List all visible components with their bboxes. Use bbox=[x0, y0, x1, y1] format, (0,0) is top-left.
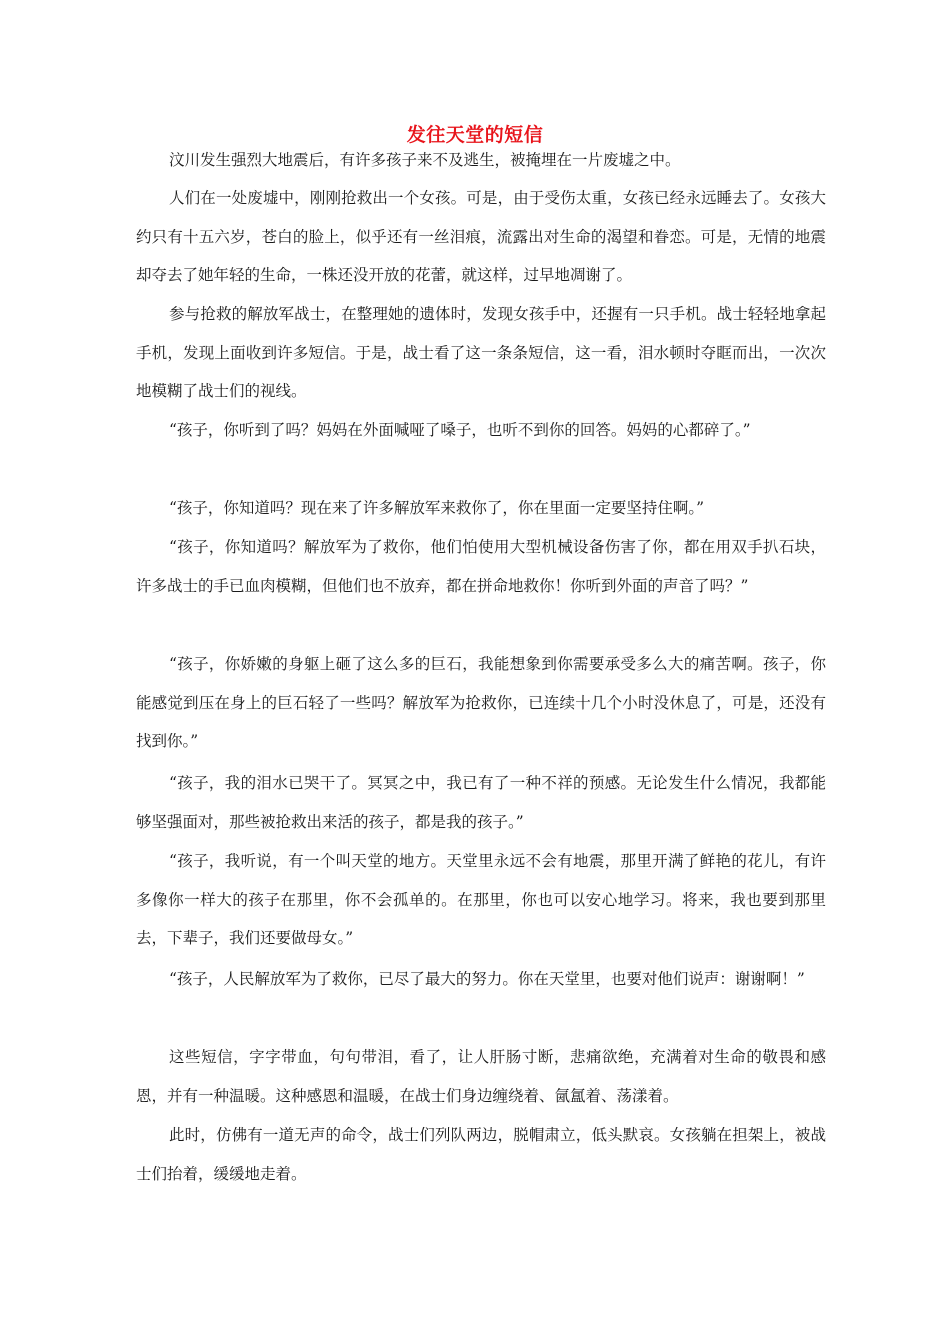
paragraph-9: “孩子，我听说，有一个叫天堂的地方。天堂里永远不会有地震，那里开满了鲜艳的花儿，有许多像你一样大的孩子在那里，你不会孤单的。在那里，你也可以安心地学习。将来，我也要到那里去，下辈子，我们还要做母女。” bbox=[136, 852, 826, 947]
paragraph-1: 汶川发生强烈大地震后，有许多孩子来不及逃生，被掩埋在一片废墟之中。 bbox=[169, 151, 681, 169]
paragraph-5: “孩子，你知道吗？现在来了许多解放军来救你了，你在里面一定要坚持住啊。” bbox=[169, 499, 705, 517]
paragraph-2: 人们在一处废墟中，刚刚抢救出一个女孩。可是，由于受伤太重，女孩已经永远睡去了。女孩大约只有十五六岁，苍白的脸上，似乎还有一丝泪痕，流露出对生命的渴望和眷恋。可是，无情的地震却夺去了她年轻的生命，一株还没开放的花蕾，就这样，过早地凋谢了。 bbox=[136, 189, 826, 284]
paragraph-3: 参与抢救的解放军战士，在整理她的遗体时，发现女孩手中，还握有一只手机。战士轻轻地拿起手机，发现上面收到许多短信。于是，战士看了这一条条短信，这一看，泪水顿时夺眶而出，一次次地模糊了战士们的视线。 bbox=[136, 305, 826, 400]
paragraph-8: “孩子，我的泪水已哭干了。冥冥之中，我已有了一种不祥的预感。无论发生什么情况，我都能够坚强面对，那些被抢救出来活的孩子，都是我的孩子。” bbox=[136, 774, 826, 831]
paragraph-12: 此时，仿佛有一道无声的命令，战士们列队两边，脱帽肃立，低头默哀。女孩躺在担架上，被战士们抬着，缓缓地走着。 bbox=[136, 1126, 826, 1183]
paragraph-7: “孩子，你娇嫩的身躯上砸了这么多的巨石，我能想象到你需要承受多么大的痛苦啊。孩子，你能感觉到压在身上的巨石轻了一些吗？解放军为抢救你，已连续十几个小时没休息了，可是，还没有找到你。” bbox=[136, 655, 826, 750]
paragraph-6: “孩子，你知道吗？解放军为了救你，他们怕使用大型机械设备伤害了你，都在用双手扒石块，许多战士的手已血肉模糊，但他们也不放弃，都在拼命地救你！你听到外面的声音了吗？” bbox=[136, 538, 826, 595]
paragraph-4: “孩子，你听到了吗？妈妈在外面喊哑了嗓子，也听不到你的回答。妈妈的心都碎了。” bbox=[169, 421, 751, 439]
document-title: 发往天堂的短信 bbox=[406, 124, 544, 146]
paragraph-11: 这些短信，字字带血，句句带泪，看了，让人肝肠寸断，悲痛欲绝，充满着对生命的敬畏和感恩，并有一种温暖。这种感恩和温暖，在战士们身边缠绕着、氤氲着、荡漾着。 bbox=[136, 1048, 826, 1105]
paragraph-10: “孩子，人民解放军为了救你，已尽了最大的努力。你在天堂里，也要对他们说声：谢谢啊！” bbox=[169, 970, 805, 988]
